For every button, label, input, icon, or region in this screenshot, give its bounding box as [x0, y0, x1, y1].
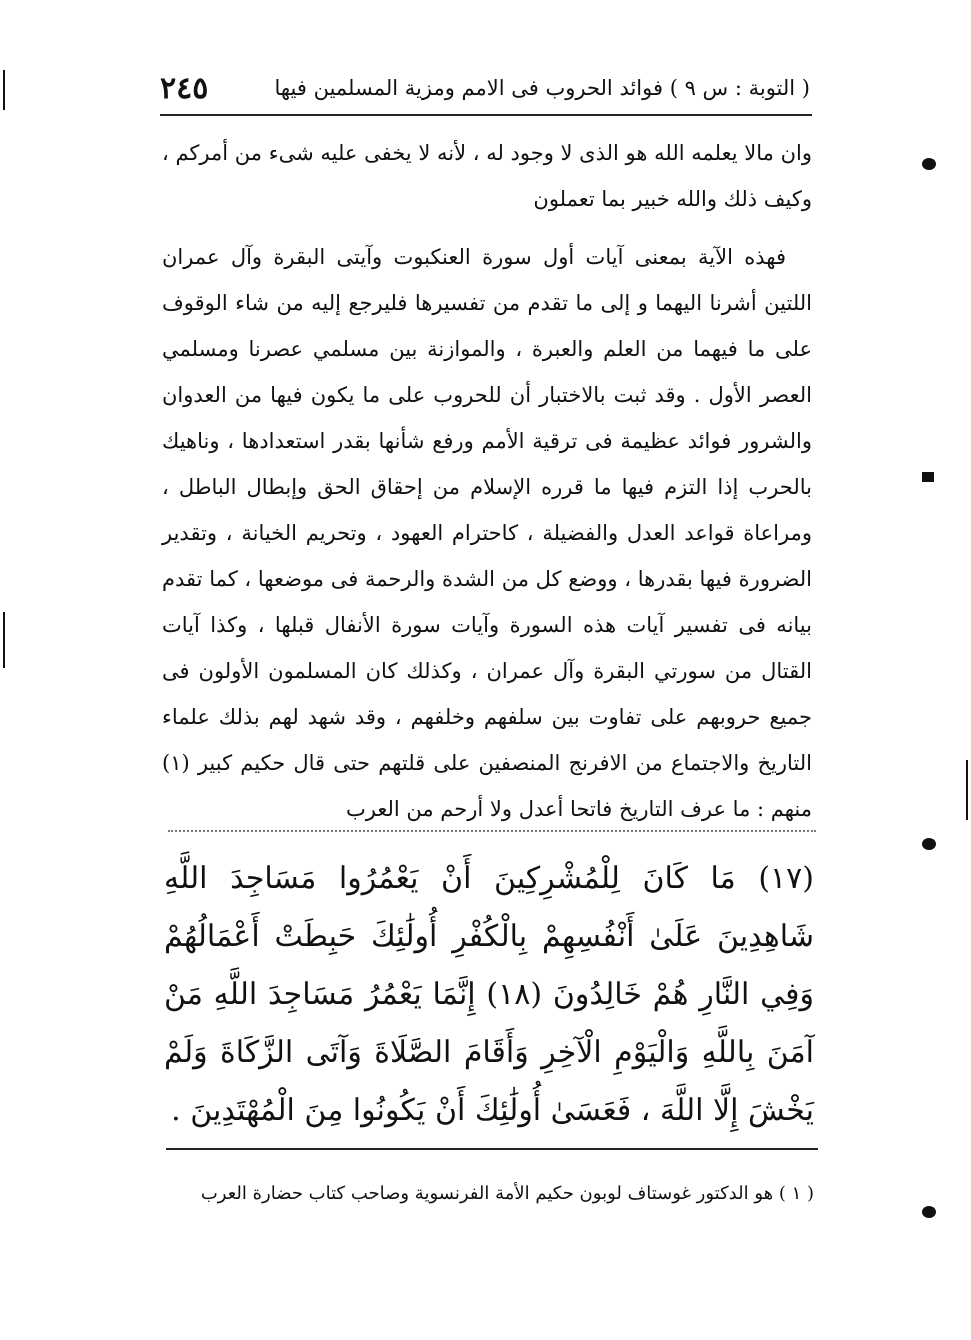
scan-edge-line [966, 760, 968, 820]
scan-mark [922, 1206, 936, 1218]
footnote [166, 1176, 814, 1212]
scan-mark [922, 472, 934, 482]
header-rule [160, 114, 812, 116]
paragraph-2: فهذه الآية بمعنى آيات أول سورة العنكبوت وآيتى البقرة وآل عمران اللتين أشرنا اليهما و إلى ما تقدم من تفسيرها فليرجع إليه من شاء الوقوف على ما فيهما من العلم والعبرة ، والموازنة بين مسلمي عصرنا ومسلمي العصر الأول . وقد ثبت بالاختبار أن للحروب على ما يكون فيها من العدوان والشرور فوائد عظيمة فى ترقية الأمم ورفع شأنها بقدر استعدادها ، وناهيك بالحرب إذا التزم فيها ما قرره الإسلام من إحقاق الحق وإبطال الباطل ، ومراعاة قواعد العدل والفضيلة ، كاحترام العهود ، وتحريم الخيانة ، وتقدير الضرورة فيها بقدرها ، ووضع كل من الشدة والرحمة فى موضعها ، كما تقدم بيانه فى تفسير آيات هذه السورة وآيات سورة الأنفال قبلها ، وكذا آيات القتال من سورتي البقرة وآل عمران ، وكذلك كان المسلمون الأولون فى جميع حروبهم على تفاوت بين سلفهم وخلفهم ، وقد شهد لهم بذلك علماء التاريخ والاجتماع من الافرنج المنصفين على قلتهم حتى قال حكيم كبير (١) منهم : ما عرف التاريخ فاتحا أعدل ولا أرحم من العرب [162, 245, 812, 821]
section-divider [168, 830, 816, 832]
main-text [162, 130, 812, 832]
scan-edge-line [3, 70, 5, 110]
scan-edge-line [3, 612, 5, 668]
page-header [160, 66, 810, 110]
paragraph-1: وان مالا يعلمه الله هو الذى لا وجود له ، لأنه لا يخفى عليه شىء من أمركم ، وكيف ذلك والله خبير بما تعملون [162, 141, 812, 211]
scan-mark [922, 158, 936, 170]
verse-text: (١٧) مَا كَانَ لِلْمُشْرِكِينَ أَنْ يَعْمُرُوا مَسَاجِدَ اللَّهِ شَاهِدِينَ عَلَىٰ أَنْفُسِهِمْ بِالْكُفْرِ أُولَٰئِكَ حَبِطَتْ أَعْمَالُهُمْ وَفِي النَّارِ هُمْ خَالِدُونَ (١٨) إِنَّمَا يَعْمُرُ مَسَاجِدَ اللَّهِ مَنْ آمَنَ بِاللَّهِ وَالْيَوْمِ الْآخِرِ وَأَقَامَ الصَّلَاةَ وَآتَى الزَّكَاةَ وَلَمْ يَخْشَ إِلَّا اللَّهَ ، فَعَسَىٰ أُولَٰئِكَ أَنْ يَكُونُوا مِنَ الْمُهْتَدِينَ . [164, 861, 814, 1128]
page-number: ٢٤٥ [160, 70, 209, 106]
footnote-rule [166, 1148, 818, 1150]
scan-mark [922, 838, 936, 850]
running-title: ( التوبة : س ۹ ) فوائد الحروب فى الامم ومزية المسلمين فيها [274, 76, 810, 100]
footnote-text: ( ١ ) هو الدكتور غوستاف لوبون حكيم الأمة الفرنسوية وصاحب كتاب حضارة العرب [200, 1183, 814, 1204]
quran-verses [164, 850, 814, 1140]
